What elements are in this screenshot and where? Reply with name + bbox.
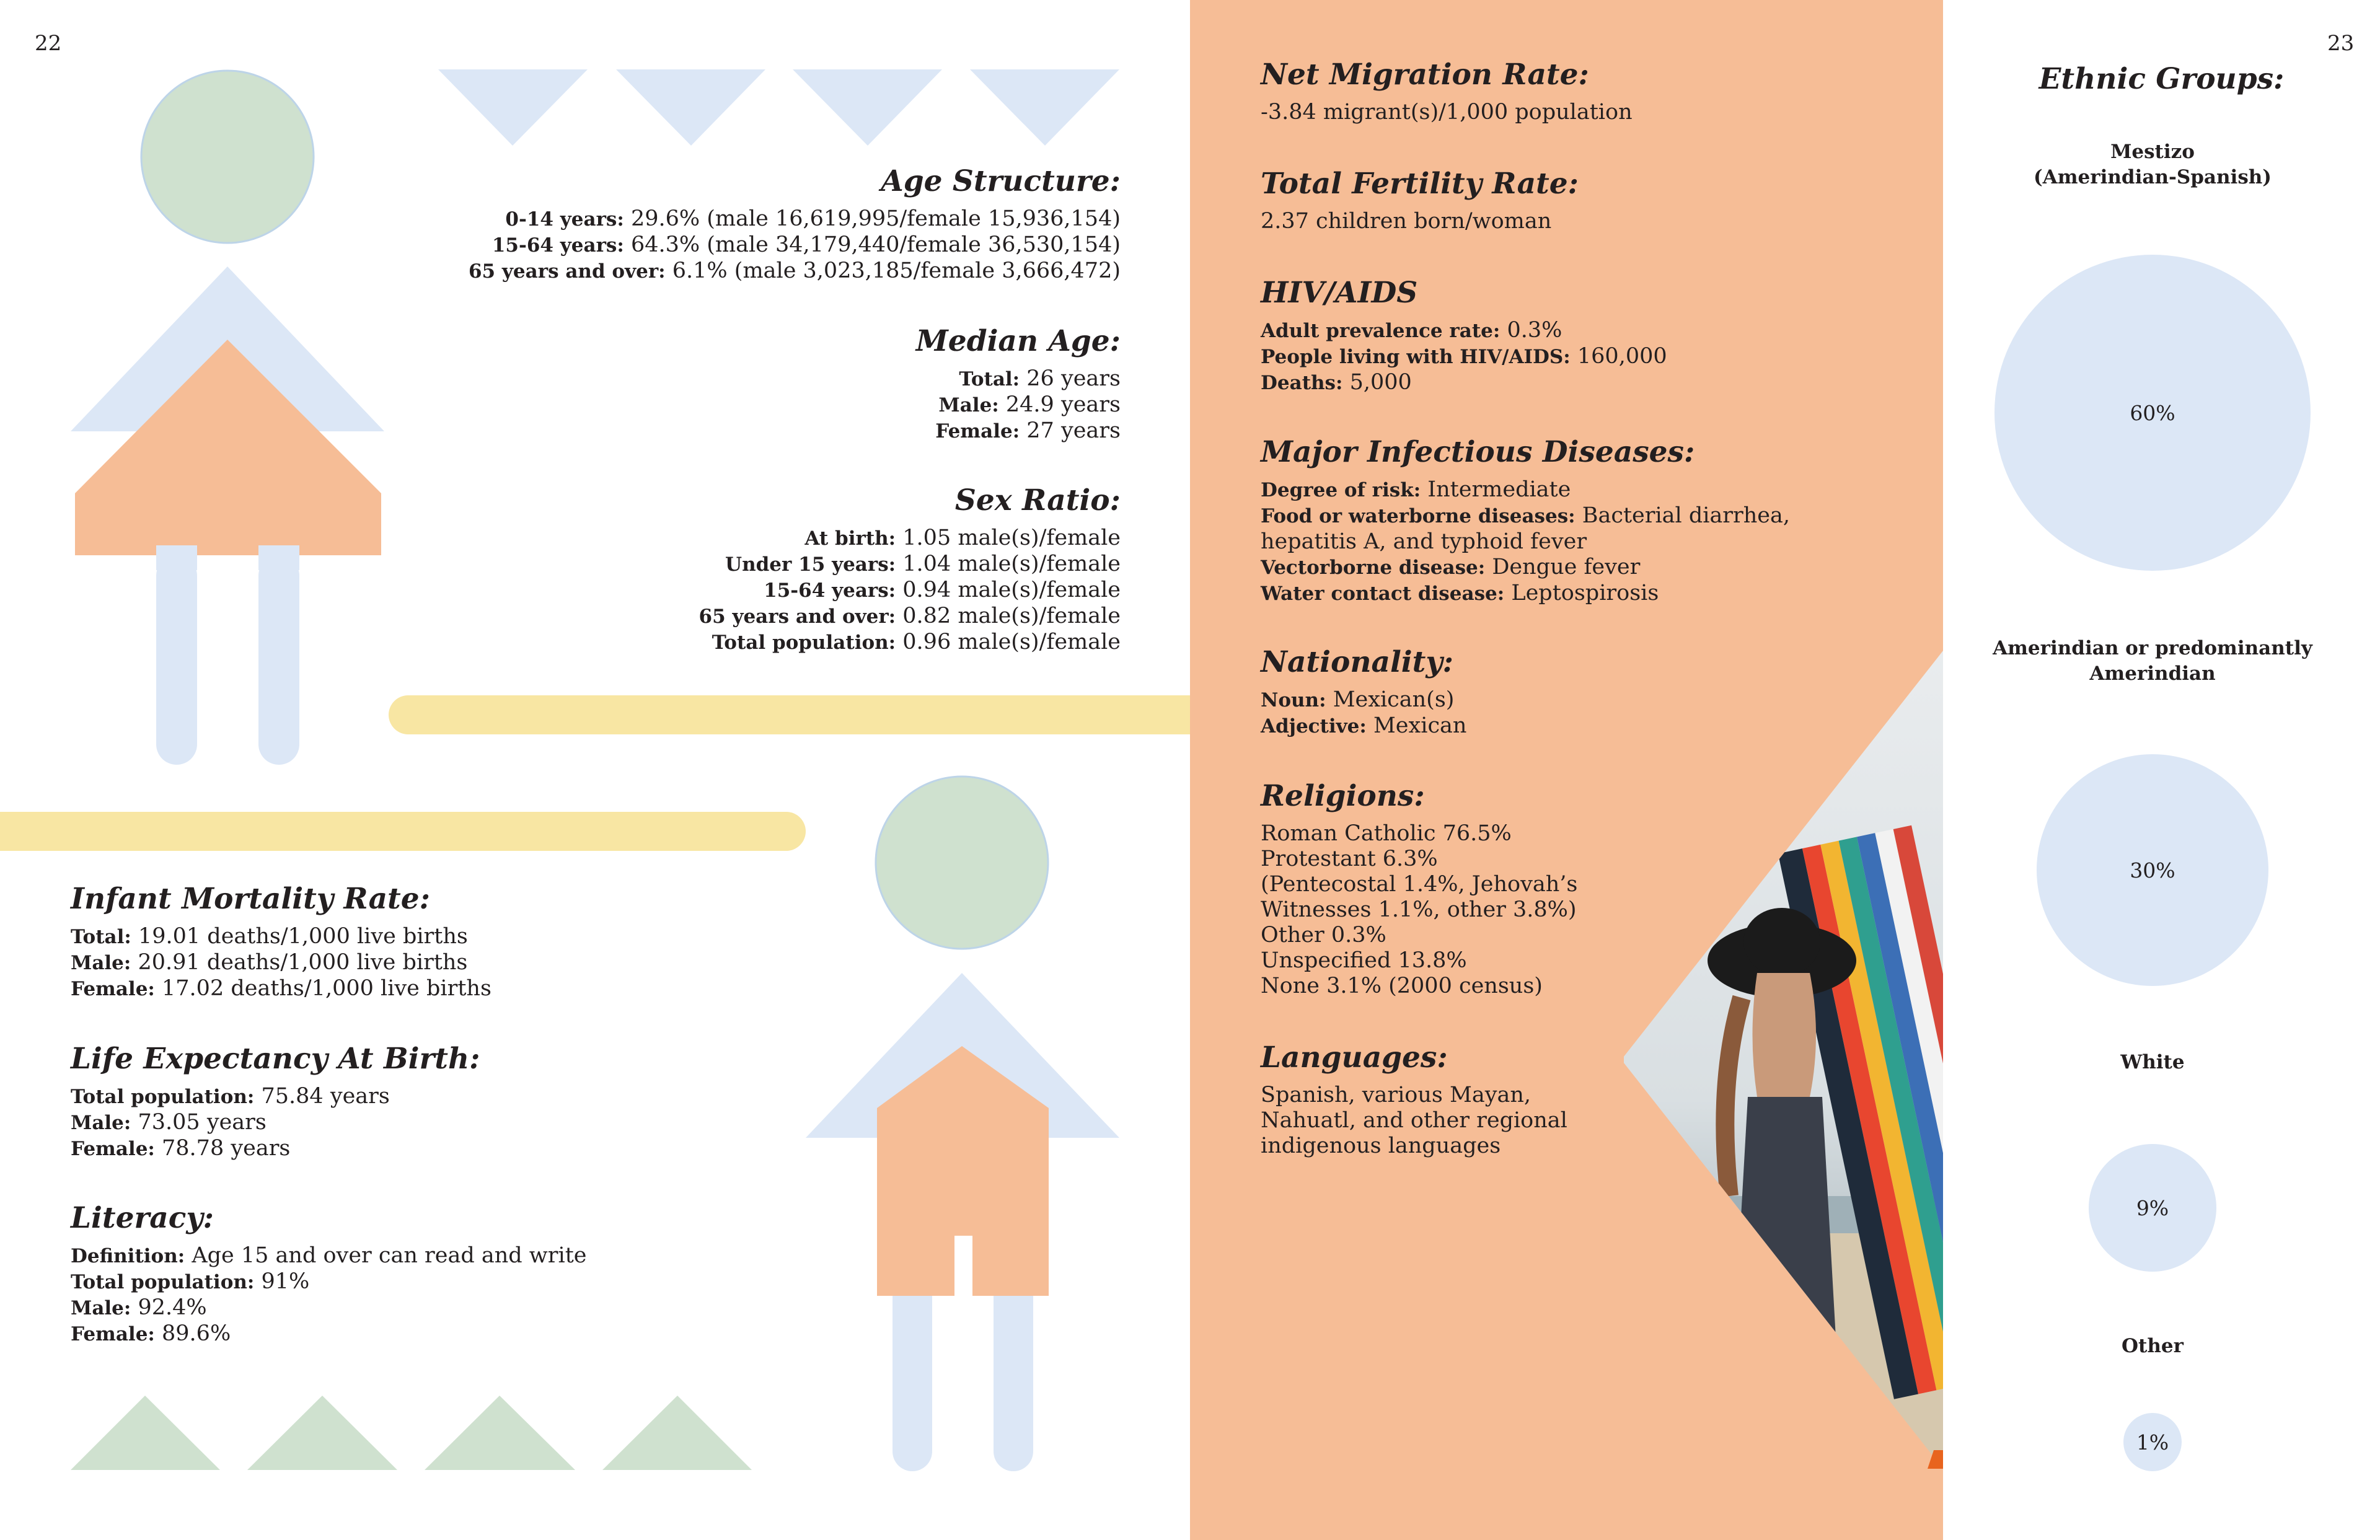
net-migration-section [1261, 58, 1633, 125]
data-row: Total population: 75.84 years [71, 1084, 390, 1109]
section-title: Sex Ratio: [954, 483, 1121, 517]
page-number-right: 23 [2327, 31, 2355, 56]
triangle-icon [438, 69, 588, 146]
data-row: Male: 92.4% [71, 1295, 207, 1320]
section-title: Major Infectious Diseases: [1261, 435, 1695, 469]
data-row: Female: 27 years [935, 418, 1121, 443]
ethnic-group-label: White [2120, 1051, 2185, 1073]
section-title: Literacy: [71, 1201, 214, 1235]
triangle-icon [793, 69, 942, 146]
section-title: HIV/AIDS [1261, 276, 1418, 310]
data-row: Total: 26 years [959, 366, 1121, 391]
section-title: Age Structure: [881, 164, 1121, 198]
ethnic-group-circle [1994, 255, 2311, 571]
woman-with-blanket-photo [1624, 651, 1943, 1469]
data-row: Food or waterborne diseases: Bacterial diarrhea, [1261, 503, 1791, 528]
literacy-section [71, 1201, 587, 1347]
data-row: 0-14 years: 29.6% (male 16,619,995/female 15,936,154) [505, 206, 1121, 231]
data-row: 65 years and over: 0.82 male(s)/female [699, 604, 1121, 628]
infant-mortality-section [71, 882, 491, 1002]
triangle-icon [970, 69, 1119, 146]
life-expectancy-section [71, 1042, 480, 1162]
data-row: Noun: Mexican(s) [1261, 687, 1455, 712]
decorative-stripe [0, 812, 806, 851]
data-line: Unspecified 13.8% [1261, 948, 1467, 973]
data-row: Adjective: Mexican [1261, 713, 1467, 738]
median-age-section [915, 324, 1121, 444]
data-row: 65 years and over: 6.1% (male 3,023,185/female 3,666,472) [468, 258, 1121, 283]
ethnic-group-circle [2037, 754, 2268, 986]
triangle-icon [425, 1396, 575, 1470]
data-row: At birth: 1.05 male(s)/female [804, 526, 1121, 550]
figure-head-icon [876, 777, 1048, 949]
ethnic-group-percent: 60% [2130, 400, 2175, 425]
data-line: Protestant 6.3% [1261, 847, 1438, 871]
page-number-left: 22 [35, 31, 62, 56]
data-value: 2.37 children born/woman [1261, 209, 1552, 234]
data-row: Female: 89.6% [71, 1321, 231, 1346]
triangle-icon [616, 69, 765, 146]
nationality-section [1261, 645, 1467, 739]
data-line: Witnesses 1.1%, other 3.8%) [1261, 897, 1577, 922]
ethnic-group-label: Other [2122, 1335, 2184, 1357]
ethnic-groups-title: Ethnic Groups: [2038, 62, 2285, 96]
languages-section [1261, 1041, 1567, 1159]
ethnic-group-circle [2089, 1144, 2216, 1272]
data-row: Male: 20.91 deaths/1,000 live births [71, 950, 468, 975]
data-row: Adult prevalence rate: 0.3% [1261, 318, 1562, 343]
figure-leg-cap [156, 545, 197, 570]
triangle-icon [602, 1396, 752, 1470]
triangle-icon [247, 1396, 397, 1470]
decorative-stripe [389, 695, 1213, 734]
data-row-continued: hepatitis A, and typhoid fever [1261, 529, 1587, 554]
data-row: Degree of risk: Intermediate [1261, 477, 1571, 502]
data-row: Total population: 91% [71, 1269, 310, 1294]
data-row: Under 15 years: 1.04 male(s)/female [725, 552, 1121, 576]
data-line: (Pentecostal 1.4%, Jehovah’s [1261, 872, 1578, 897]
data-line: Nahuatl, and other regional [1261, 1108, 1567, 1133]
data-row: People living with HIV/AIDS: 160,000 [1261, 344, 1667, 369]
data-row: Male: 24.9 years [938, 392, 1121, 417]
figure-leg-icon [258, 555, 299, 765]
data-row: Definition: Age 15 and over can read and write [71, 1243, 587, 1268]
data-row: Male: 73.05 years [71, 1110, 267, 1135]
section-title: Nationality: [1261, 645, 1454, 679]
ethnic-group-percent: 9% [2136, 1195, 2169, 1220]
figure-head-icon [141, 71, 314, 243]
section-title: Languages: [1261, 1041, 1448, 1075]
section-title: Total Fertility Rate: [1261, 167, 1579, 201]
ethnic-group-circle [2123, 1413, 2182, 1471]
data-row: Total: 19.01 deaths/1,000 live births [71, 924, 468, 949]
figure-leg-icon [156, 555, 197, 765]
data-row: Total population: 0.96 male(s)/female [712, 630, 1121, 654]
ethnic-group-label: Amerindian or predominantly Amerindian [1993, 637, 2312, 685]
data-line: None 3.1% (2000 census) [1261, 974, 1543, 998]
fertility-section [1261, 167, 1579, 234]
ethnic-group-label: Mestizo (Amerindian-Spanish) [2034, 141, 2272, 188]
ethnic-group-percent: 1% [2136, 1430, 2169, 1454]
data-line: Spanish, various Mayan, [1261, 1083, 1532, 1107]
data-line: Roman Catholic 76.5% [1261, 821, 1512, 846]
section-title: Infant Mortality Rate: [71, 882, 431, 916]
data-line: indigenous languages [1261, 1133, 1501, 1158]
section-title: Life Expectancy At Birth: [71, 1042, 480, 1076]
sex-ratio-section [699, 483, 1121, 656]
section-title: Net Migration Rate: [1261, 58, 1589, 92]
age-structure-section [468, 164, 1121, 284]
data-row: Water contact disease: Leptospirosis [1261, 581, 1659, 605]
triangle-icon [71, 1396, 220, 1470]
religions-section [1261, 779, 1578, 999]
data-row: 15-64 years: 64.3% (male 34,179,440/female 36,530,154) [491, 232, 1121, 257]
data-row: Female: 17.02 deaths/1,000 live births [71, 976, 491, 1001]
data-row: Vectorborne disease: Dengue fever [1261, 555, 1641, 579]
data-value: -3.84 migrant(s)/1,000 population [1261, 100, 1633, 125]
data-line: Other 0.3% [1261, 923, 1386, 948]
figure-leg-cap [258, 545, 299, 570]
section-title: Median Age: [915, 324, 1121, 358]
hiv-aids-section [1261, 276, 1667, 396]
ethnic-group-percent: 30% [2130, 858, 2175, 882]
section-title: Religions: [1261, 779, 1425, 813]
infectious-diseases-section [1261, 435, 1791, 607]
data-row: Female: 78.78 years [71, 1136, 291, 1161]
data-row: Deaths: 5,000 [1261, 370, 1412, 395]
data-row: 15-64 years: 0.94 male(s)/female [764, 578, 1121, 602]
figure-dress-icon [75, 340, 381, 555]
